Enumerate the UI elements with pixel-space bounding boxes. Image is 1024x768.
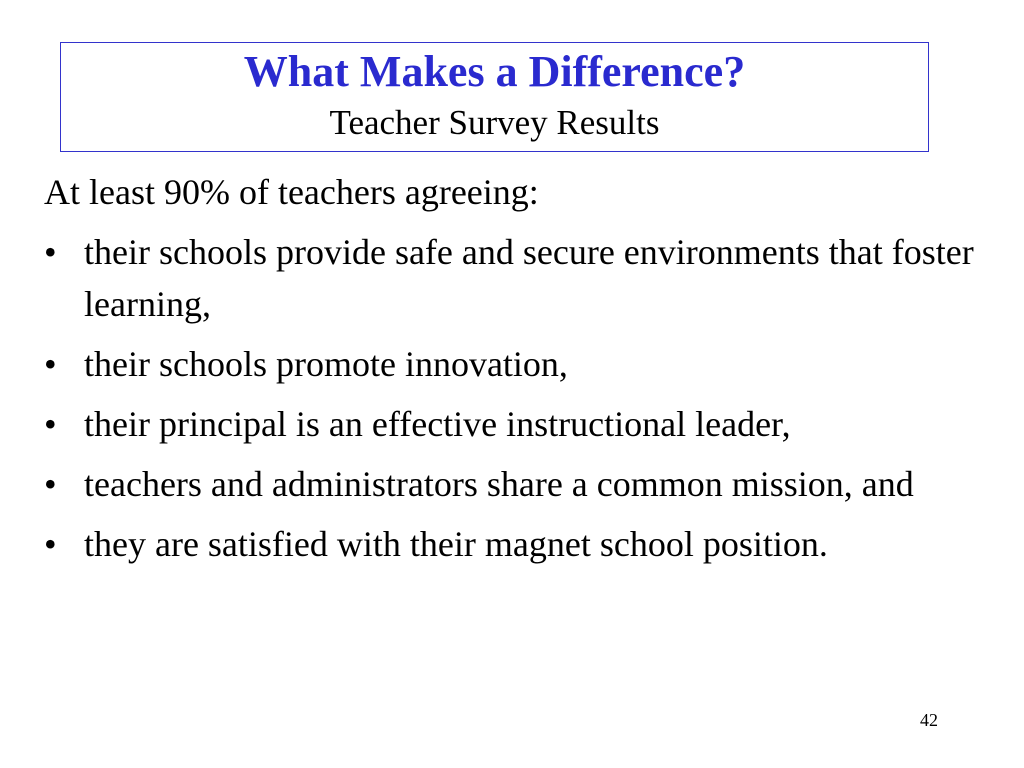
bullet-item — [44, 398, 1004, 450]
bullet-text: their schools promote innovation, — [84, 344, 568, 384]
bullet-dot-icon: • — [44, 464, 57, 504]
intro-text: At least 90% of teachers agreeing: — [44, 172, 539, 212]
bullet-text: teachers and administrators share a common mission, and — [84, 464, 914, 504]
title-box — [60, 42, 929, 152]
bullet-item — [44, 518, 1004, 570]
slide-number: 42 — [920, 710, 938, 730]
bullet-item — [44, 226, 1004, 330]
slide-title: What Makes a Difference? — [243, 47, 746, 96]
bullet-item — [44, 338, 1004, 390]
bullet-item — [44, 458, 1004, 510]
bullet-dot-icon: • — [44, 404, 57, 444]
bullet-dot-icon: • — [44, 344, 57, 384]
bullet-text: their schools provide safe and secure environments that foster learning, — [84, 232, 974, 324]
bullet-dot-icon: • — [44, 232, 57, 272]
bullet-text: they are satisfied with their magnet school position. — [84, 524, 828, 564]
bullet-dot-icon: • — [44, 524, 57, 564]
bullet-list — [44, 226, 1004, 578]
slide-subtitle: Teacher Survey Results — [329, 103, 660, 142]
bullet-text: their principal is an effective instructional leader, — [84, 404, 791, 444]
